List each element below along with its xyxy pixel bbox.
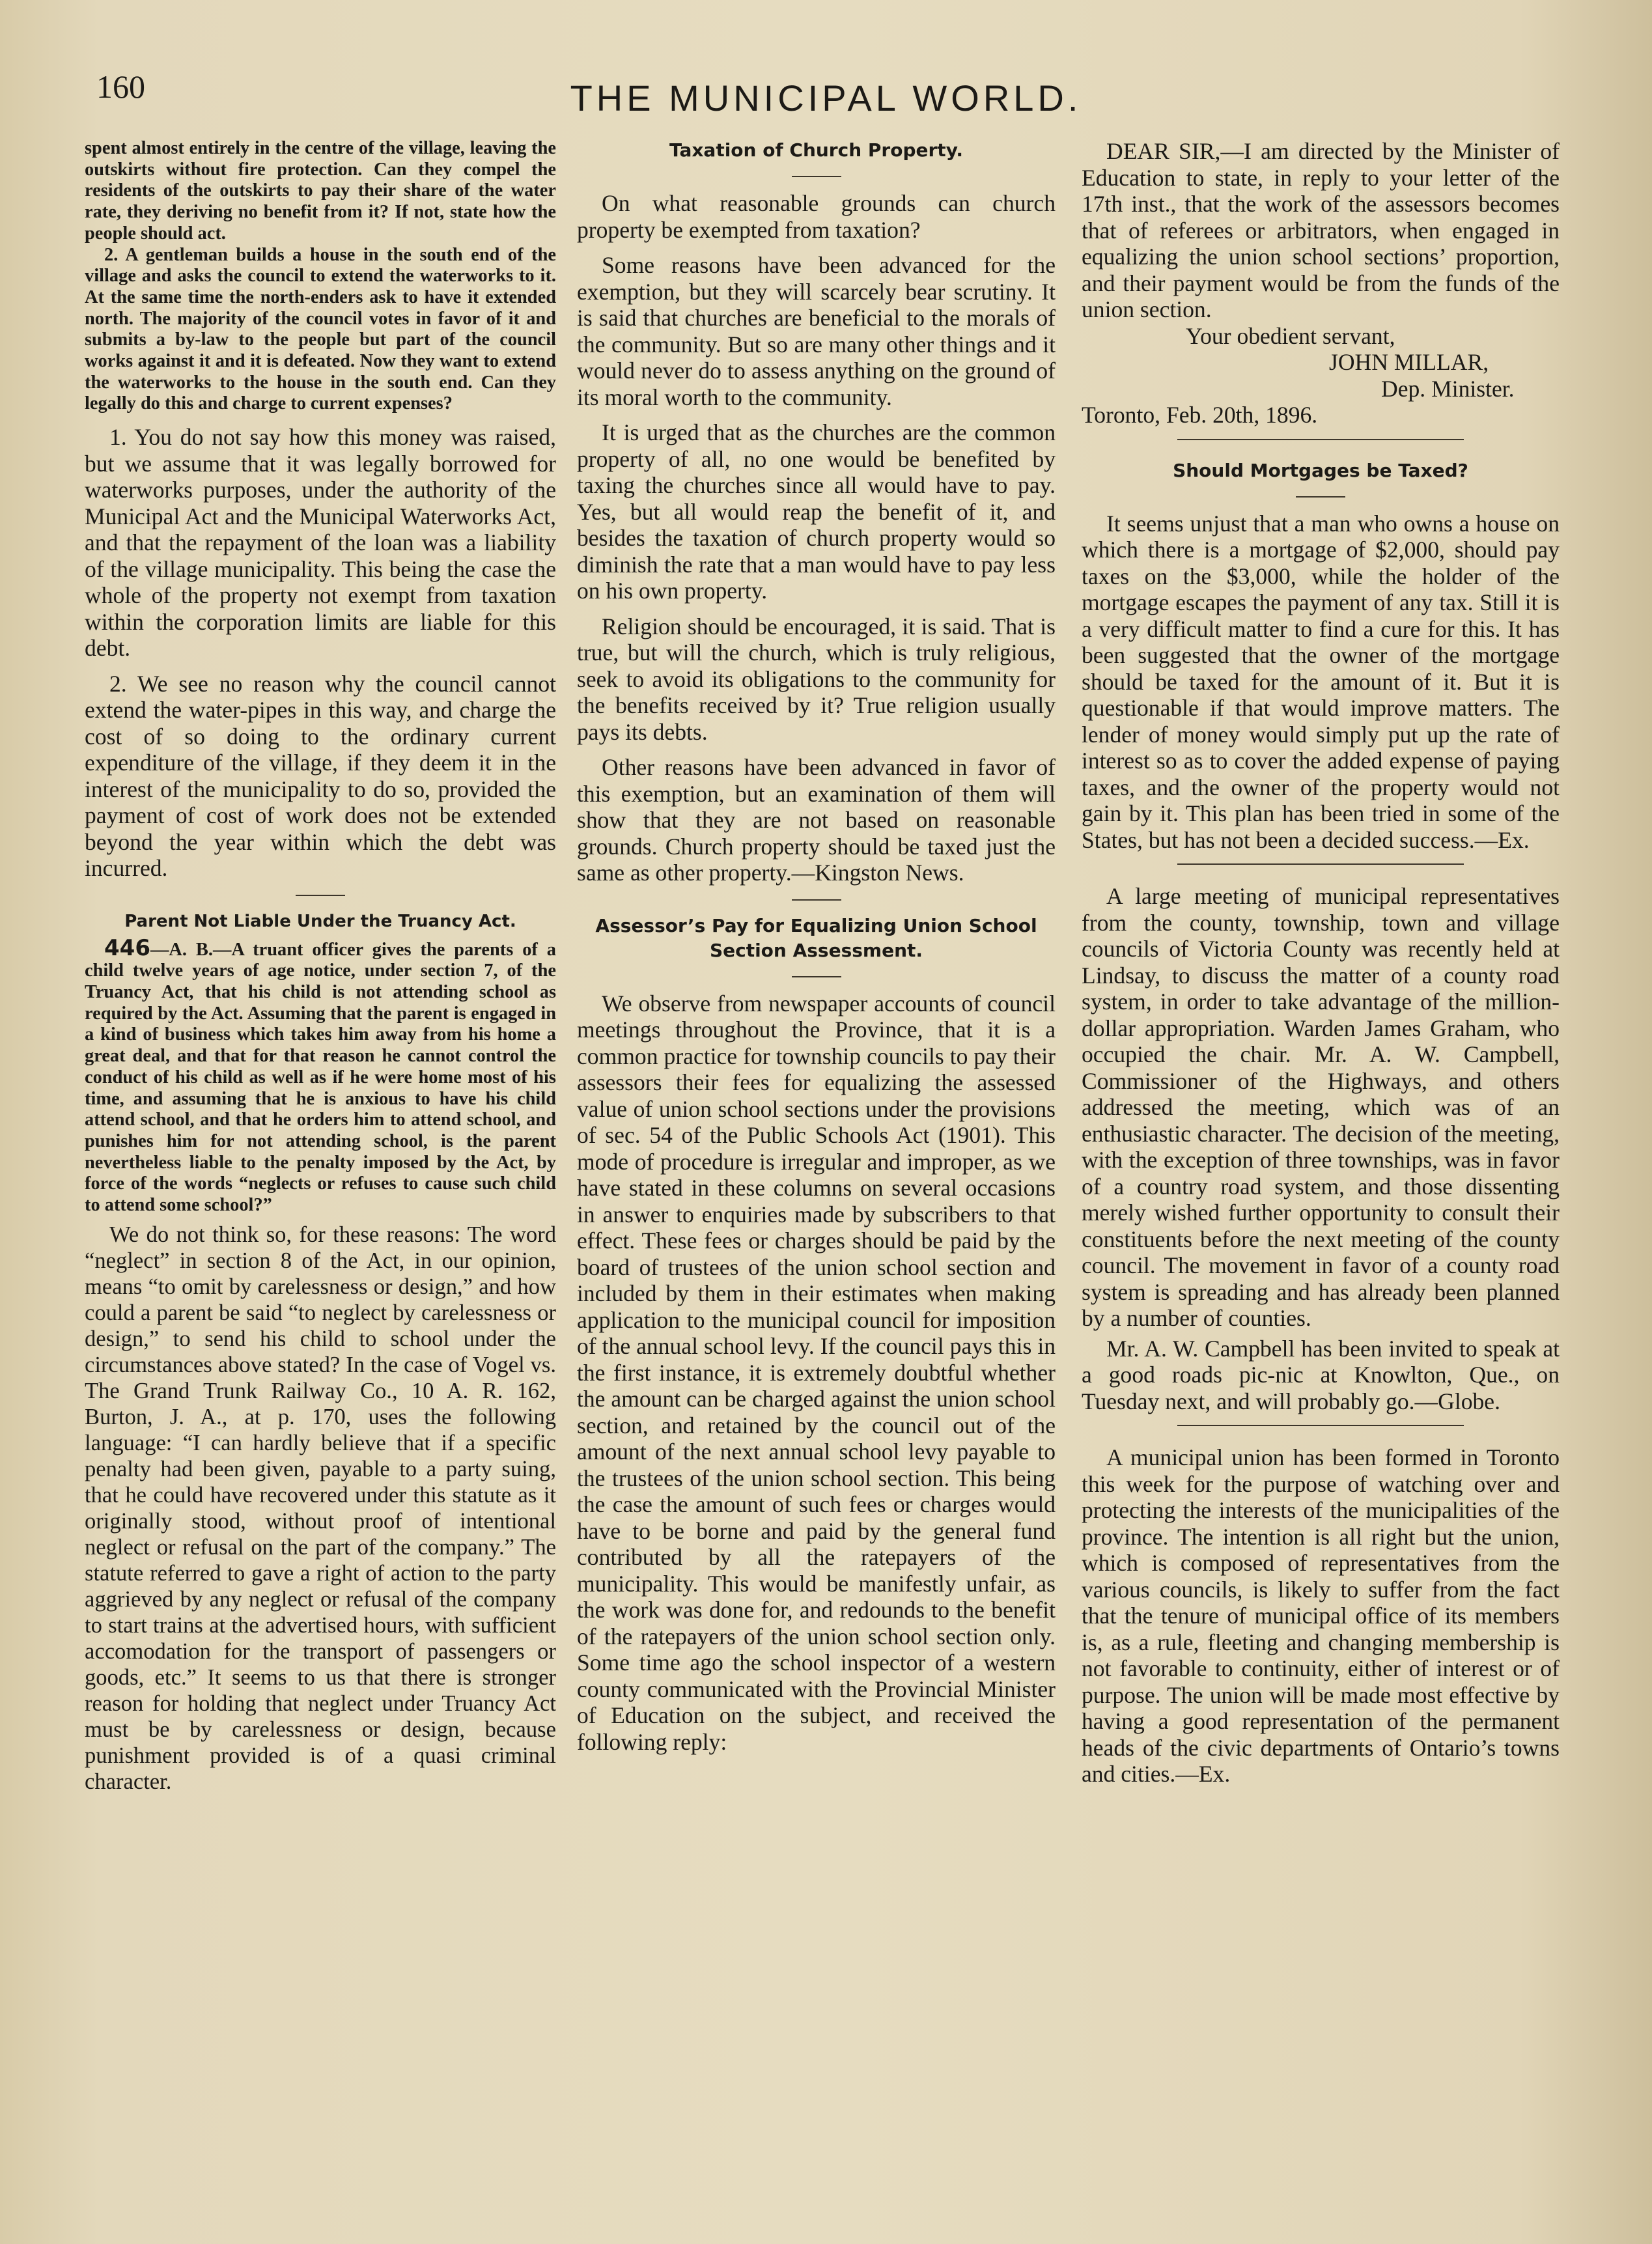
column-3	[1082, 138, 1560, 1788]
church-paragraph-3: It is urged that as the churches are the common property of all, no one would be benefited by taxing the churches since all would have to pay. Yes, but all would reap the benefit of it, and besides the taxation of church property would so diminish the rate that a man would have to pay less on his own property.	[577, 419, 1056, 604]
road-meeting-paragraph: A large meeting of municipal representatives from the county, township, town and village councils of Victoria County was recently held at Lindsay, to discuss the matter of a county road system, in order to take advantage of the million-dollar appropriation. Warden James Graham, who occupied the chair. Mr. A. W. Campbell, Commissioner of the Highways, and others addressed the meeting, which was of an enthusiastic character. The decision of the meeting, with the exception of three townships, was in favor of a country road system, and those dissenting merely wished further opportunity to consult their constituents before the next meeting of the county council. The movement in favor of a county road system is spreading and has already been planned by a number of counties.	[1082, 883, 1560, 1331]
assessor-pay-heading: Assessor’s Pay for Equalizing Union School Section Assessment.	[595, 914, 1037, 961]
section-divider	[1177, 863, 1464, 865]
municipal-union-paragraph: A municipal union has been formed in Toronto this week for the purpose of watching over and protecting the interests of the municipalities of the province. The intention is all right but the union, which is composed of representatives from the various councils, is likely to suffer from the fact that the tenure of municipal office of its members is, as a rule, fleeting and changing membership is not favorable to continuity, either of interest or of purpose. The union will be made most effective by having a good representation of the permanent heads of the civic departments of Ontario’s towns and cities.—Ex.	[1082, 1444, 1560, 1787]
campbell-paragraph: Mr. A. W. Campbell has been invited to speak at a good roads pic-nic at Knowlton, Que., on Tuesday next, and will probably go.—Globe.	[1082, 1335, 1560, 1414]
answer-2: 2. We see no reason why the council cannot extend the water-pipes in this way, and charge the cost of so doing to the ordinary current expenditure of the village, if they deem it in the interest of the municipality to do so, provided the payment of cost of work does not be extended beyond the year within which the debt was incurred.	[85, 670, 556, 882]
section-divider	[1177, 1425, 1464, 1426]
church-tax-heading: Taxation of Church Property.	[669, 139, 964, 161]
mortgage-paragraph: It seems unjust that a man who owns a house on which there is a mortgage of $2,000, should pay taxes on the $3,000, while the holder of the mortgage escapes the payment of any tax. Still it is a very difficult matter to find a cure for this. It has been suggested that the owner of the mortgage should be taxed for the amount of it. But it is questionable if that would improve matters. The lender of money would simply put up the rate of interest so as to cover the added expense of paying taxes, and the owner of the property would not gain by it. This plan has been tried in some of the States, but has not been a decided success.—Ex.	[1082, 510, 1560, 853]
section-divider	[1296, 496, 1345, 498]
letter-place-date: Toronto, Feb. 20th, 1896.	[1082, 402, 1318, 428]
letter-closing: Your obedient servant,	[1186, 322, 1395, 349]
church-paragraph-1: On what reasonable grounds can church property be exempted from taxation?	[577, 190, 1056, 243]
truancy-heading: Parent Not Liable Under the Truancy Act.	[124, 911, 516, 931]
assessor-paragraph: We observe from newspaper accounts of council meetings throughout the Province, that it is a common practice for township councils to pay their assessors their fees for equalizing the assessed value of union school sections under the provisions of sec. 54 of the Public Schools Act (1901). This mode of procedure is irregular and improper, as we have stated in these columns on several occasions in answer to enquiries made by subscribers to that effect. These fees or charges should be paid by the board of trustees of the union school section and included by them in their estimates when making application to the municipal council for imposition of the annual school levy. If the council pays this in the first instance, it is extremely doubtful whether the amount can be charged against the union school section, and retained by the council out of the amount of the next annual school levy payable to the trustees of the union school section. This being the case the amount of such fees or charges would have to be borne and paid by the general fund contributed by all the ratepayers of the municipality. This would be manifestly unfair, as the work was done for, and redounds to the benefit of the ratepayers of the union school section only. Some time ago the school inspector of a western county communicated with the Provincial Minister of Education on the subject, and received the following reply:	[577, 990, 1056, 1755]
letter-signatory: JOHN MILLAR,	[1329, 349, 1489, 375]
column-1	[85, 138, 556, 1795]
section-divider	[792, 176, 841, 177]
section-divider	[792, 899, 841, 901]
question-number: 446	[104, 934, 150, 961]
church-paragraph-2: Some reasons have been advanced for the exemption, but they will scarcely bear scrutiny. It is said that churches are beneficial to the morals of the community. But so are many other things and it would never do to assess anything on the ground of its moral worth to the community.	[577, 252, 1056, 410]
section-divider	[296, 895, 345, 896]
truancy-answer: We do not think so, for these reasons: The word “neglect” in section 8 of the Act, in our opinion, means “to omit by carelessness or design,” and how could a parent be said “to neglect by carelessness or design,” to send his child to school under the circumstances above stated? In the case of Vogel vs. The Grand Trunk Railway Co., 10 A. R. 162, Burton, J. A., at p. 170, uses the following language: “I can hardly believe that if a specific penalty had been given, payable to a party suing, that he could have recovered under this statute as it originally stood, without proof of intentional neglect or refusal on the part of the company.” The statute referred to gave a right of action to the party aggrieved by any neglect or refusal of the company to start trains at the advertised hours, with sufficient accomodation for the transport of passengers or goods, etc.” It seems to us that there is stronger reason for holding that neglect under Truancy Act must be by carelessness or design, because punishment provided is of a quasi criminal character.	[85, 1222, 556, 1794]
letter-body: DEAR SIR,—I am directed by the Minister of Education to state, in reply to your letter of the 17th inst., that the work of the assessors becomes that of referees or arbitrators, when engaged in equalizing the union school sections’ proportion, and their payment would be from the funds of the union section.	[1082, 138, 1560, 322]
column-2	[577, 138, 1056, 1755]
mortgage-heading: Should Mortgages be Taxed?	[1173, 459, 1468, 481]
letter-signatory-title: Dep. Minister.	[1381, 375, 1515, 402]
section-divider	[792, 976, 841, 977]
question-1-continued: spent almost entirely in the centre of the village, leaving the outskirts without fire protection. Can they compel the residents of the outskirts to pay their share of the water rate, they deriving no benefit from it? If not, state how the people should act.	[85, 138, 556, 244]
church-paragraph-5: Other reasons have been advanced in favor of this exemption, but an examination of them will show that they are not based on reasonable grounds. Church property should be taxed just the same as other property.—Kingston News.	[577, 754, 1056, 886]
page-number: 160	[96, 68, 145, 105]
answer-1: 1. You do not say how this money was raised, but we assume that it was legally borrowed for waterworks purposes, under the authority of the Municipal Act and the Municipal Waterworks Act, and that the repayment of the loan was a liability of the village municipality. This being the case the whole of the property not exempt from taxation within the corporation limits are liable for this debt.	[85, 424, 556, 662]
truancy-question: —A. B.—A truant officer gives the parents of a child twelve years of age notice, under section 7, of the Truancy Act, that his child is not attending school as required by the Act. Assuming that the parent is engaged in a kind of business which takes him away from his home a great deal, and that for that reason he cannot control the conduct of his child as well as if he were home most of his time, and assuming that he is anxious to have his child attend school, and that he orders him to attend school, and punishes him for not attending school, is the parent nevertheless liable to the penalty imposed by the Act, by force of the words “neglects or refuses to cause such child to attend some school?”	[85, 939, 556, 1216]
section-divider	[1177, 439, 1464, 440]
journal-title: THE MUNICIPAL WORLD.	[570, 77, 1082, 119]
church-paragraph-4: Religion should be encouraged, it is said. That is true, but will the church, which is truly religious, seek to avoid its obligations to the community for the benefits received by it? True religion usually pays its debts.	[577, 613, 1056, 745]
question-2: 2. A gentleman builds a house in the south end of the village and asks the council to extend the waterworks to it. At the same time the north-enders ask to have it extended north. The majority of the council votes in favor of it and submits a by-law to the people but part of the council works against it and it is defeated. Now they want to extend the waterworks to the house in the south end. Can they legally do this and charge to current expenses?	[85, 244, 556, 414]
